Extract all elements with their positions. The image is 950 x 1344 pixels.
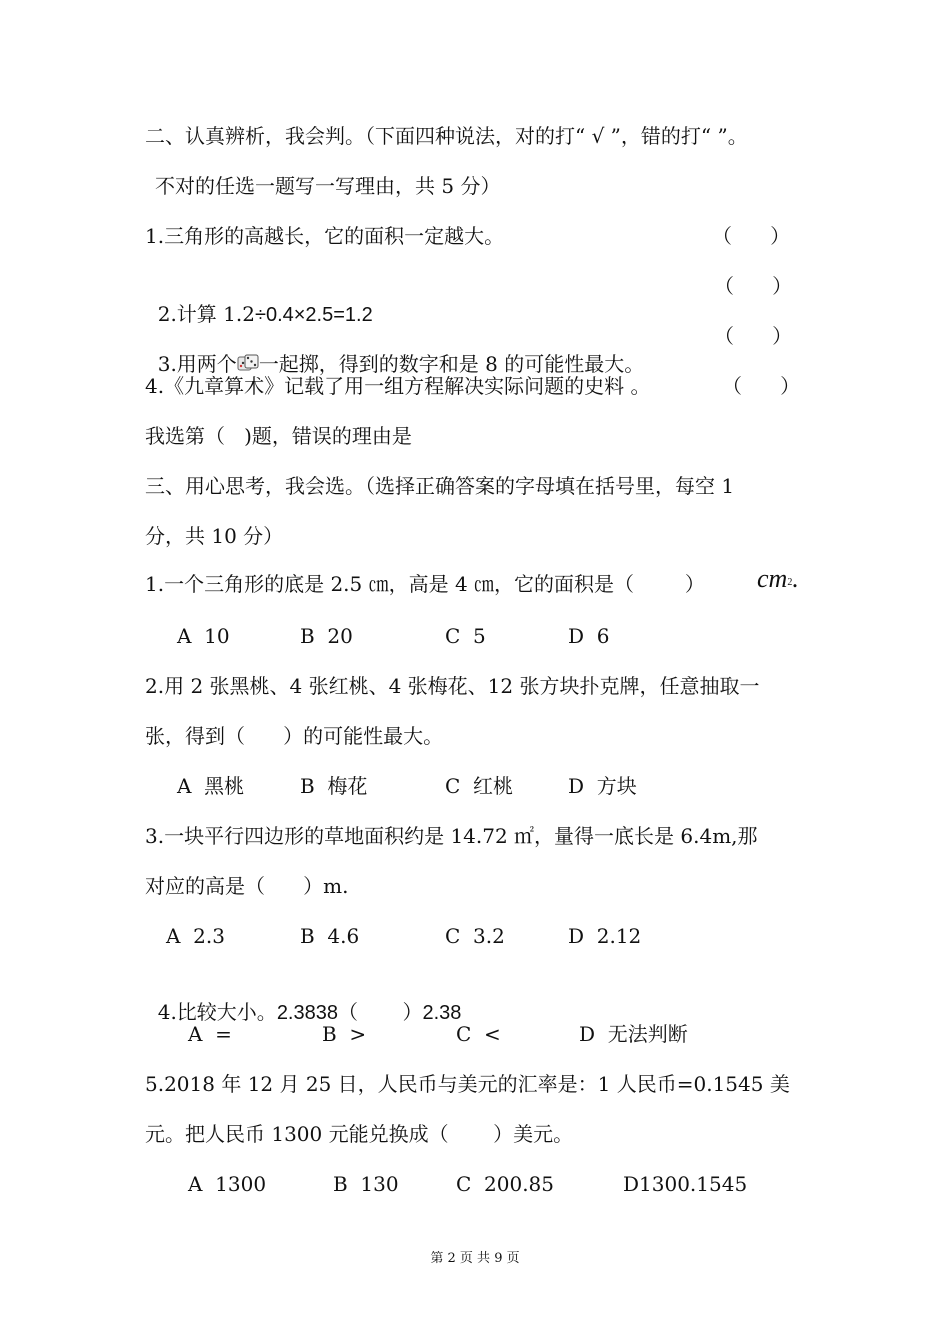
q4-option-c[interactable]: C <: [456, 1022, 501, 1046]
judge-question-2-prefix: 2.计算 1.2: [157, 302, 255, 326]
q3-option-c[interactable]: C 3.2: [445, 924, 505, 948]
q1-option-b[interactable]: B 20: [300, 624, 353, 648]
area-unit-text: cm: [757, 564, 788, 593]
judge-question-1: 1.三角形的高越长，它的面积一定越大。: [145, 224, 505, 248]
choice-question-1: 1.一个三角形的底是 2.5 ㎝，高是 4 ㎝，它的面积是（ ）: [145, 572, 705, 596]
q5-option-d[interactable]: D1300.1545: [623, 1172, 748, 1196]
q4-option-d[interactable]: D 无法判断: [579, 1022, 688, 1046]
q2-option-a[interactable]: A 黑桃: [177, 774, 245, 798]
judge-question-2-expression: ÷0.4×2.5=1.2: [254, 304, 373, 326]
answer-blank-3[interactable]: （ ）: [714, 324, 793, 348]
answer-blank-2[interactable]: （ ）: [714, 274, 793, 298]
section3-heading-line1: 三、用心思考，我会选。（选择正确答案的字母填在括号里，每空 1: [145, 474, 735, 498]
choice-question-2-line1: 2.用 2 张黑桃、4 张红桃、4 张梅花、12 张方块扑克牌，任意抽取一: [145, 674, 760, 698]
choice-question-2-line2: 张，得到（ ）的可能性最大。: [145, 724, 444, 748]
judge-question-3-suffix: 一起掷，得到的数字和是 8 的可能性最大。: [258, 352, 645, 376]
compare-value-b: 2.38: [422, 1002, 462, 1024]
q5-option-a[interactable]: A 1300: [188, 1172, 267, 1196]
section2-heading-line1: 二、认真辨析，我会判。（下面四种说法，对的打“ √ ”，错的打“ ”。: [145, 124, 748, 148]
q5-option-b[interactable]: B 130: [333, 1172, 399, 1196]
section3-heading-line2: 分，共 10 分）: [145, 524, 284, 548]
compare-blank[interactable]: （ ）: [337, 1000, 423, 1024]
q5-option-c[interactable]: C 200.85: [456, 1172, 554, 1196]
area-unit-period: .: [792, 564, 799, 593]
choice-question-4: [145, 970, 461, 1027]
compare-value-a: 2.3838: [276, 1002, 338, 1024]
area-unit-exponent: 2: [787, 577, 793, 588]
q1-option-d[interactable]: D 6: [568, 624, 610, 648]
judge-question-4: 4.《九章算术》记载了用一组方程解决实际问题的史料 。: [145, 374, 651, 398]
page-footer: 第 2 页 共 9 页: [430, 1251, 520, 1266]
judge-question-3: [145, 322, 644, 378]
area-unit: [757, 565, 799, 599]
q4-option-b[interactable]: B >: [322, 1022, 367, 1046]
choice-question-4-prefix: 4.比较大小。: [157, 1000, 277, 1024]
reason-line: 我选第（ )题，错误的理由是: [145, 424, 412, 448]
q2-option-b[interactable]: B 梅花: [300, 774, 368, 798]
q3-option-a[interactable]: A 2.3: [166, 924, 225, 948]
answer-blank-4[interactable]: （ ）: [722, 374, 801, 398]
choice-question-3-line1: 3.一块平行四边形的草地面积约是 14.72 ㎡，量得一底长是 6.4m,那: [145, 824, 758, 848]
judge-question-3-prefix: 3.用两个: [157, 352, 237, 376]
choice-question-3-line2: 对应的高是（ ）m.: [145, 874, 349, 898]
answer-blank-1[interactable]: （ ）: [712, 224, 791, 248]
q1-option-c[interactable]: C 5: [445, 624, 486, 648]
q1-option-a[interactable]: A 10: [177, 624, 230, 648]
q2-option-d[interactable]: D 方块: [568, 774, 637, 798]
choice-question-5-line2: 元。把人民币 1300 元能兑换成（ ）美元。: [145, 1122, 574, 1146]
judge-question-2: [145, 272, 373, 329]
q4-option-a[interactable]: A =: [188, 1022, 232, 1046]
q3-option-b[interactable]: B 4.6: [300, 924, 360, 948]
section2-heading-line2: 不对的任选一题写一写理由，共 5 分）: [155, 174, 501, 198]
choice-question-5-line1: 5.2018 年 12 月 25 日，人民币与美元的汇率是：1 人民币=0.1545 美: [145, 1072, 790, 1096]
q3-option-d[interactable]: D 2.12: [568, 924, 642, 948]
q2-option-c[interactable]: C 红桃: [445, 774, 514, 798]
dice-icon: [237, 353, 259, 373]
